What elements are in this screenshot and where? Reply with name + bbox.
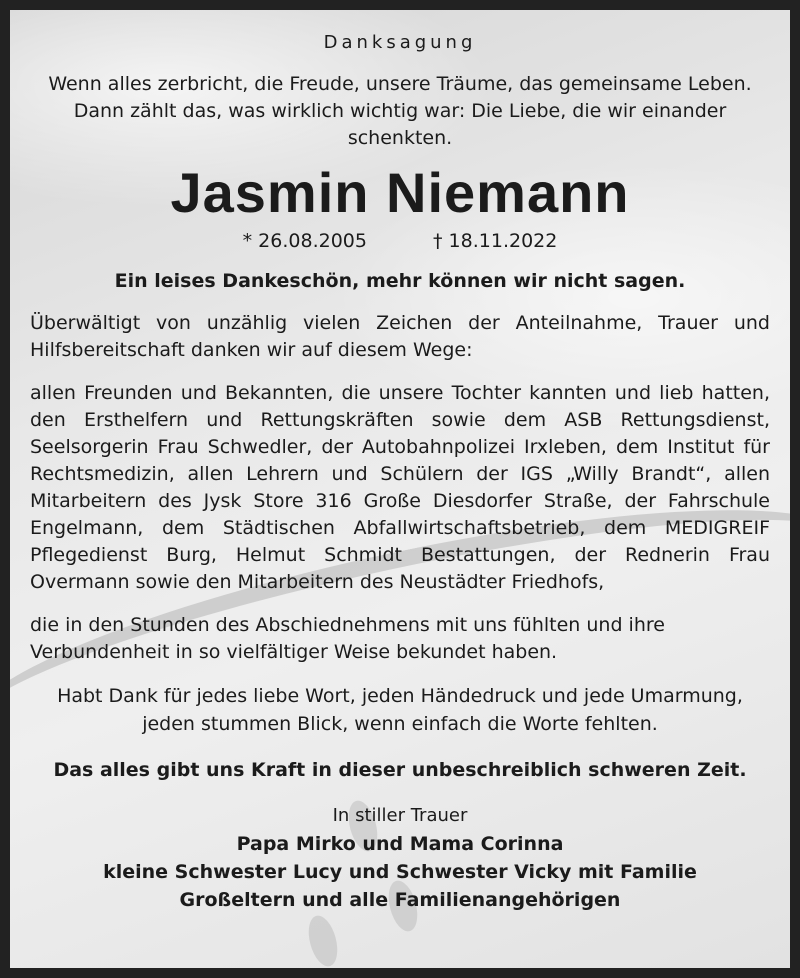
notice-content <box>30 32 770 914</box>
strength-line: Das alles gibt uns Kraft in dieser unbeschreiblich schweren Zeit. <box>53 759 747 781</box>
death-date: † 18.11.2022 <box>433 230 558 252</box>
birth-date: * 26.08.2005 <box>242 230 367 252</box>
closing-paragraph: die in den Stunden des Abschiednehmens mit uns fühlten und ihre Verbundenheit in so vielfältiger Weise bekundet haben. <box>30 614 665 663</box>
life-dates <box>30 230 770 252</box>
acknowledgements-paragraph: allen Freunden und Bekannten, die unsere Tochter kannten und lieb hatten, den Ersthelfern und Rettungskräften sowie dem ASB Rettungsdienst, Seelsorgerin Frau Schwedler, der Autobahnpolizei Irxleben, dem Institut für Rechtsmedizin, allen Lehrern und Schülern der IGS „Willy Brandt“, allen Mitarbeitern des Jysk Store 316 Große Diesdorfer Straße, der Fahrschule Engelmann, dem Städtischen Abfallwirtschaftsbetrieb, dem MEDIGREIF Pflegedienst Burg, Helmut Schmidt Bestattungen, der Rednerin Frau Overmann sowie den Mitarbeitern des Neustädter Friedhofs, <box>30 382 770 593</box>
signoff-block <box>30 802 770 914</box>
signoff-intro: In stiller Trauer <box>332 805 468 826</box>
signoff-line: kleine Schwester Lucy und Schwester Vicky mit Familie <box>103 861 697 883</box>
deceased-name: Jasmin Niemann <box>170 161 630 224</box>
motto-line-2: Dann zählt das, was wirklich wichtig war: Die Liebe, die wir einander schenkten. <box>73 100 727 149</box>
gratitude-line-1: Habt Dank für jedes liebe Wort, jeden Händedruck und jede Umarmung, <box>57 685 743 707</box>
signoff-line: Großeltern und alle Familienangehörigen <box>179 889 621 911</box>
notice-heading: Danksagung <box>323 32 477 53</box>
gratitude-block <box>30 682 770 738</box>
signoff-line: Papa Mirko und Mama Corinna <box>236 833 564 855</box>
intro-paragraph: Überwältigt von unzählig vielen Zeichen der Anteilnahme, Trauer und Hilfsbereitschaft danken wir auf diesem Wege: <box>30 312 770 361</box>
gratitude-line-2: jeden stummen Blick, wenn einfach die Worte fehlten. <box>142 713 658 735</box>
motto-line-1: Wenn alles zerbricht, die Freude, unsere Träume, das gemeinsame Leben. <box>48 73 752 95</box>
thanks-line: Ein leises Dankeschön, mehr können wir nicht sagen. <box>114 270 686 292</box>
footprint-decoration <box>304 913 343 970</box>
